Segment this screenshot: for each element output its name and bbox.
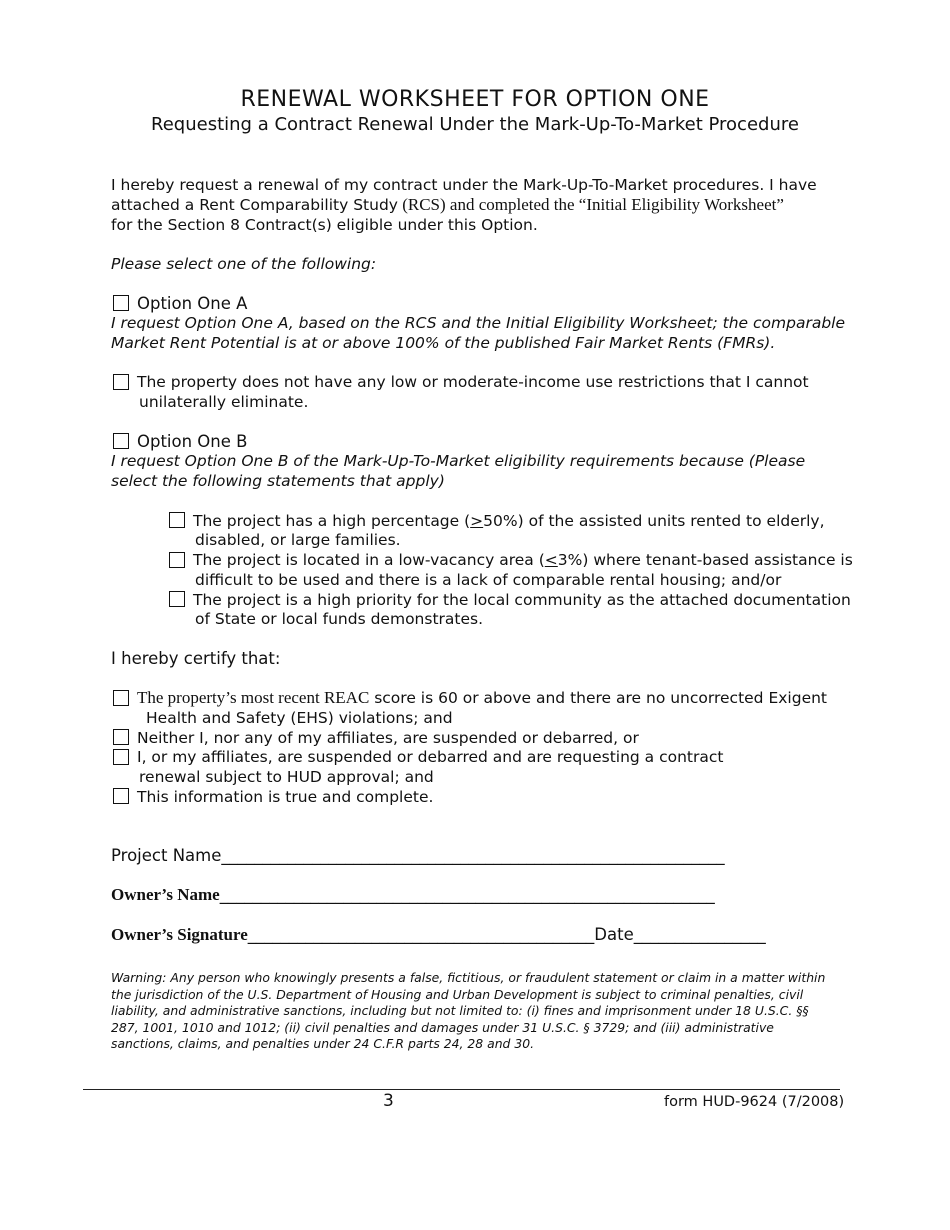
owner-name-field[interactable] [111,885,715,905]
warning-line-5: sanctions, claims, and penalties under 24 C.F.R parts 24, 28 and 30. [111,1036,535,1051]
date-label: Date [594,925,634,944]
date-blank[interactable]: ________________ [633,925,766,944]
option-b-label: Option One B [137,432,248,451]
page-title: RENEWAL WORKSHEET FOR OPTION ONE [240,87,710,112]
statement-2a-symbol: < [544,551,558,569]
certify-3a: I, or my affiliates, are suspended or debarred and are requesting a contract [137,748,724,766]
project-name-field[interactable] [111,846,725,866]
option-b-desc-2: select the following statements that apply) [111,472,445,490]
statement-1a-symbol: > [470,512,484,530]
footer-divider [83,1089,840,1090]
owner-signature-blank[interactable]: __________________________________________ [247,925,595,944]
warning-line-1: Warning: Any person who knowingly presents a false, fictitious, or fraudulent statement or claim in a matter within [111,970,826,985]
certify-1a [137,688,827,708]
option-b-checkbox[interactable] [113,433,129,449]
certify-4: This information is true and complete. [137,788,434,806]
page-subtitle: Requesting a Contract Renewal Under the Mark-Up-To-Market Procedure [151,114,799,135]
form-id: form HUD-9624 (7/2008) [664,1094,845,1110]
option-b-statement-1-checkbox[interactable] [169,512,185,528]
certify-1b: Health and Safety (EHS) violations; and [146,709,453,727]
option-a-desc-1: I request Option One A, based on the RCS and the Initial Eligibility Worksheet; the comparable [111,314,846,332]
option-b-statement-3a: The project is a high priority for the local community as the attached documentation [193,591,851,609]
intro-line-2a: attached a Rent Comparability Study [111,196,398,214]
certify-4-checkbox[interactable] [113,788,129,804]
intro-line-1: I hereby request a renewal of my contract under the Mark-Up-To-Market procedures. I have [111,176,817,194]
option-a-condition-checkbox[interactable] [113,374,129,390]
certify-1a-serif: The property’s most recent REAC [137,688,370,707]
option-a-label: Option One A [137,294,248,313]
certify-1-checkbox[interactable] [113,690,129,706]
certify-1a-rest: score is 60 or above and there are no uncorrected Exigent [369,689,828,707]
warning-line-4: 287, 1001, 1010 and 1012; (ii) civil penalties and damages under 31 U.S.C. § 3729; and (iii) administrative [111,1020,774,1035]
statement-1a-pre: The project has a high percentage ( [193,512,471,530]
option-a-checkbox[interactable] [113,295,129,311]
certify-heading: I hereby certify that: [111,649,281,668]
certify-3-checkbox[interactable] [113,749,129,765]
option-b-desc-1: I request Option One B of the Mark-Up-To-Market eligibility requirements because (Please [111,452,806,470]
statement-2a-pre: The project is located in a low-vacancy area ( [193,551,545,569]
statement-2a-post: 3%) where tenant-based assistance is [557,551,853,569]
page-number: 3 [383,1091,394,1111]
option-b-statement-1a [193,511,825,531]
option-b-statement-2a [193,550,853,570]
warning-line-3: liability, and administrative sanctions, including but not limited to: (i) fines and imprisonment under 18 U.S.C. §§ [111,1003,809,1018]
option-b-statement-1b: disabled, or large families. [195,531,401,549]
certify-2-checkbox[interactable] [113,729,129,745]
certify-3b: renewal subject to HUD approval; and [139,768,434,786]
project-name-label: Project Name [111,846,222,865]
intro-line-3: for the Section 8 Contract(s) eligible under this Option. [111,216,538,234]
option-b-statement-3-checkbox[interactable] [169,591,185,607]
option-a-condition-2: unilaterally eliminate. [139,393,309,411]
option-b-statement-2-checkbox[interactable] [169,552,185,568]
option-b-statement-2b: difficult to be used and there is a lack of comparable rental housing; and/or [195,571,782,589]
option-b-statement-3b: of State or local funds demonstrates. [195,610,484,628]
owner-name-label: Owner’s Name [111,885,220,904]
select-prompt: Please select one of the following: [111,255,377,273]
warning-line-2: the jurisdiction of the U.S. Department of Housing and Urban Development is subject to criminal penalties, civil [111,987,804,1002]
option-a-condition-1: The property does not have any low or moderate-income use restrictions that I cannot [137,373,809,391]
owner-signature-label: Owner’s Signature [111,925,248,944]
option-a-desc-2: Market Rent Potential is at or above 100% of the published Fair Market Rents (FMRs). [111,334,776,352]
statement-1a-post: 50%) of the assisted units rented to elderly, [483,512,825,530]
intro-line-2b: (RCS) and completed the “Initial Eligibility Worksheet” [397,195,784,214]
intro-line-2 [111,195,784,215]
project-name-blank[interactable]: _____________________________________________________________ [221,846,725,865]
certify-2: Neither I, nor any of my affiliates, are suspended or debarred, or [137,729,639,747]
owner-signature-field[interactable] [111,925,766,945]
owner-name-blank[interactable]: ____________________________________________________________ [219,885,715,904]
